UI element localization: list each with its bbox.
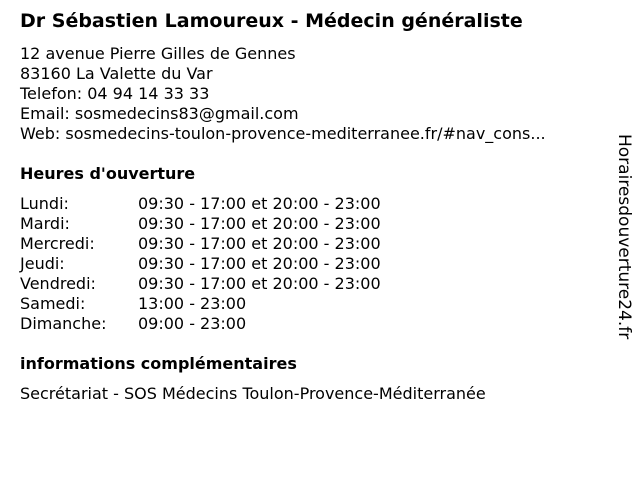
day-label: Mardi:	[20, 214, 70, 233]
address-city: 83160 La Valette du Var	[20, 64, 213, 83]
opening-hours-table	[20, 194, 381, 334]
hours-row-saturday	[20, 294, 381, 314]
website-link[interactable]: Web: sosmedecins-toulon-provence-mediterranee.fr/#nav_cons...	[20, 124, 546, 143]
day-label: Samedi:	[20, 294, 86, 313]
time-range: 09:30 - 17:00 et 20:00 - 23:00	[138, 234, 381, 253]
phone-number[interactable]: Telefon: 04 94 14 33 33	[20, 84, 210, 103]
hours-row-wednesday	[20, 234, 381, 254]
time-range: 13:00 - 23:00	[138, 294, 247, 313]
day-label: Lundi:	[20, 194, 69, 213]
contact-info	[20, 44, 598, 144]
email-address[interactable]: Email: sosmedecins83@gmail.com	[20, 104, 299, 123]
hours-row-thursday	[20, 254, 381, 274]
opening-hours-heading: Heures d'ouverture	[20, 164, 196, 183]
page-title: Dr Sébastien Lamoureux - Médecin généraliste	[20, 10, 523, 32]
time-range: 09:30 - 17:00 et 20:00 - 23:00	[138, 194, 381, 213]
hours-row-monday	[20, 194, 381, 214]
additional-info-heading: informations complémentaires	[20, 354, 297, 373]
time-range: 09:30 - 17:00 et 20:00 - 23:00	[138, 214, 381, 233]
address-street: 12 avenue Pierre Gilles de Gennes	[20, 44, 296, 63]
time-range: 09:30 - 17:00 et 20:00 - 23:00	[138, 254, 381, 273]
watermark	[610, 134, 640, 374]
watermark-text: Horairesdouverture24.fr	[614, 134, 634, 340]
additional-info-text: Secrétariat - SOS Médecins Toulon-Provence-Méditerranée	[20, 384, 486, 403]
day-label: Mercredi:	[20, 234, 95, 253]
day-label: Jeudi:	[20, 254, 65, 273]
time-range: 09:00 - 23:00	[138, 314, 247, 333]
day-label: Vendredi:	[20, 274, 96, 293]
hours-row-sunday	[20, 314, 381, 334]
time-range: 09:30 - 17:00 et 20:00 - 23:00	[138, 274, 381, 293]
day-label: Dimanche:	[20, 314, 107, 333]
hours-row-tuesday	[20, 214, 381, 234]
hours-row-friday	[20, 274, 381, 294]
